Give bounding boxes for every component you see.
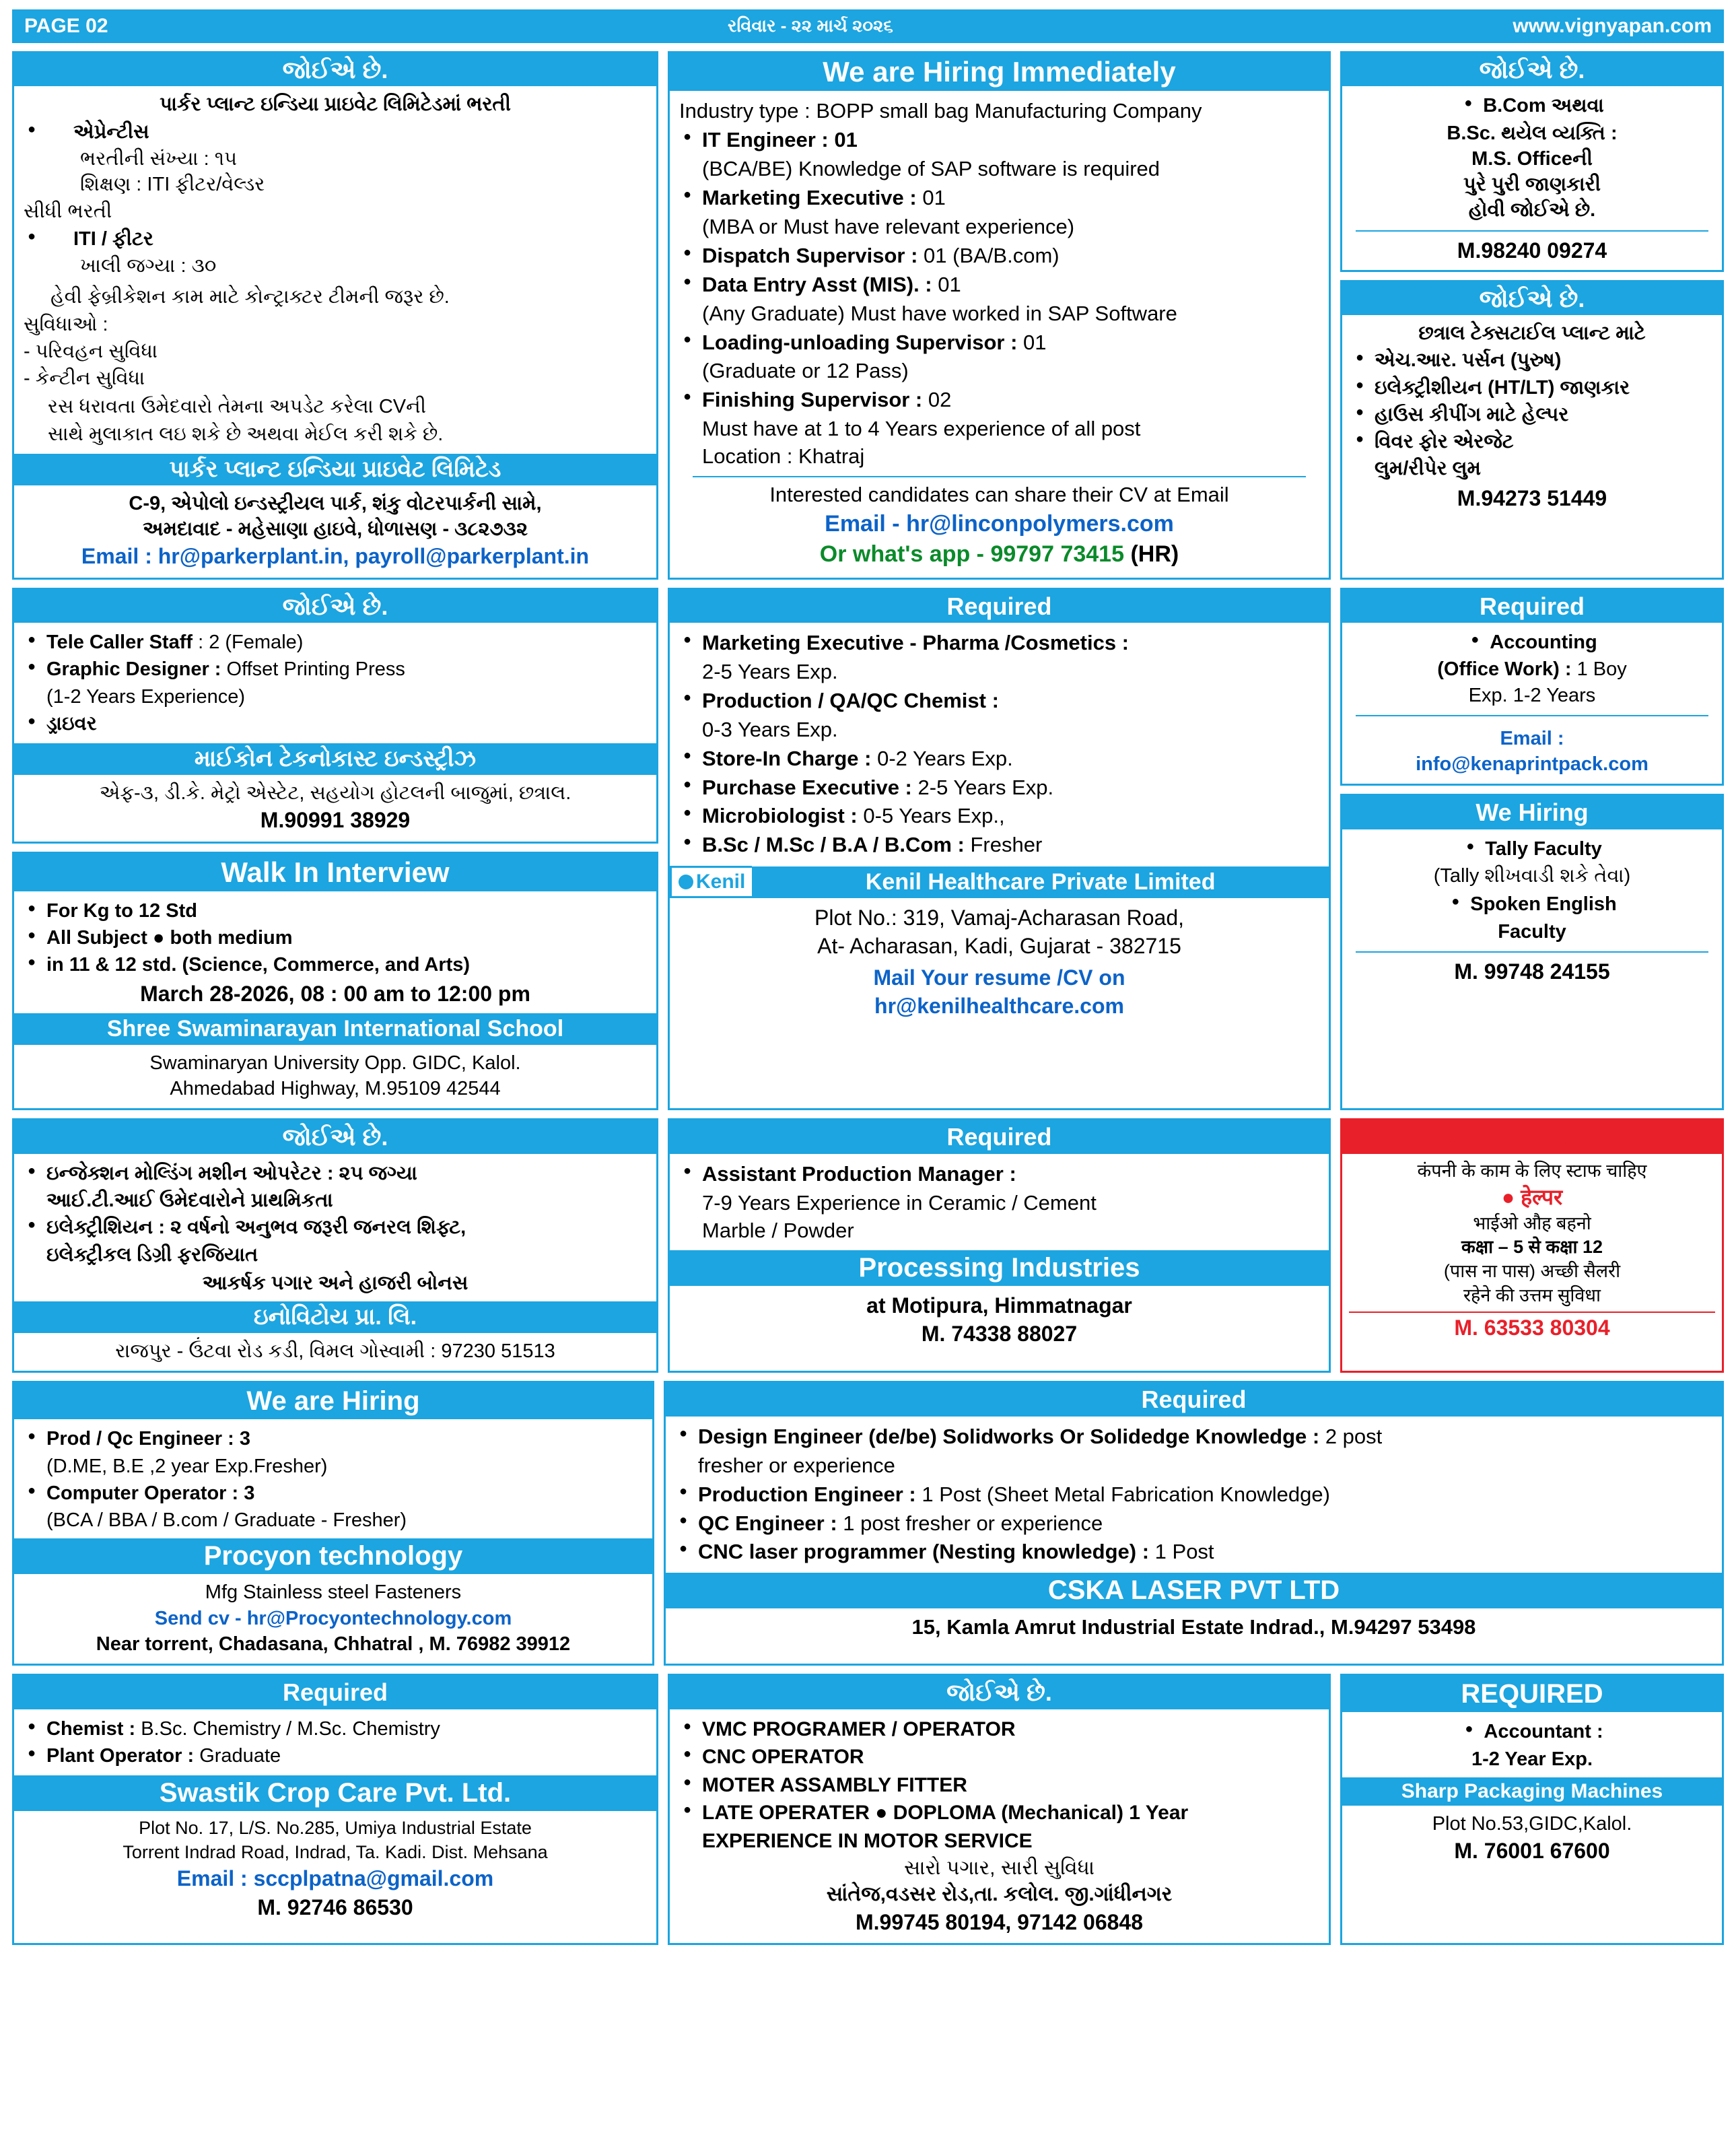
- lincon-job-1-sub: (BCA/BE) Knowledge of SAP software is required: [702, 157, 1160, 181]
- sharp-phone[interactable]: M. 76001 67600: [1454, 1839, 1610, 1864]
- inovitoy-address: રાજપુર - ઉંટવા રોડ કડી, વિમલ ગોસ્વામી : 97230 51513: [115, 1340, 555, 1363]
- cska-company-name: CSKA LASER PVT LTD: [666, 1573, 1722, 1608]
- parker-role1-education: શિક્ષણ : ITI ફીટર/વેલ્ડર: [80, 174, 265, 196]
- tally-role-1: ● Tally Faculty: [1462, 836, 1602, 862]
- tally-role-2-sub: Faculty: [1498, 920, 1566, 943]
- parker-facilities-title: સુવિધાઓ :: [24, 313, 108, 335]
- lincon-job-6: ● Finishing Supervisor : 02: [679, 386, 1319, 414]
- parker-facility-2: - કેન્ટીન સુવિધા: [24, 368, 145, 390]
- procyon-role-2-sub: (BCA / BBA / B.com / Graduate - Fresher): [46, 1509, 407, 1532]
- parker-address-1: C-9, એપોલો ઇન્ડસ્ટ્રીયલ પાર્ક, શંકુ વોટરપાર્કની સામે,: [129, 492, 542, 514]
- lincon-job-4: ● Data Entry Asst (MIS). : 01: [679, 271, 1319, 299]
- staff-line-3: कक्षा – 5 से कक्षा 12: [1461, 1237, 1603, 1258]
- column-left-3: [12, 1118, 658, 1373]
- tally-role-1-sub: (Tally શીખવાડી શકે તેવા): [1433, 864, 1631, 887]
- kena-experience: Exp. 1-2 Years: [1468, 684, 1596, 706]
- ad-processing-industries: [668, 1118, 1331, 1373]
- bcom-phone[interactable]: M.98240 09274: [1457, 238, 1607, 263]
- cska-address: 15, Kamla Amrut Industrial Estate Indrad., M.94297 53498: [911, 1615, 1476, 1639]
- bcom-line-3: M.S. Officeની: [1471, 147, 1593, 170]
- lincon-email[interactable]: Email - hr@linconpolymers.com: [825, 510, 1174, 537]
- processing-role-sub-1: 7-9 Years Experience in Ceramic / Cement: [702, 1190, 1097, 1215]
- vmc-item-4-sub: EXPERIENCE IN MOTOR SERVICE: [702, 1830, 1033, 1853]
- parker-role-1: ● એપ્રેન્ટીસ: [24, 119, 647, 145]
- ad-inovitoy: [12, 1118, 658, 1373]
- row-3: [12, 1118, 1724, 1373]
- chhatral-item-5: લુમ/રીપેર લુમ: [1375, 458, 1482, 480]
- parker-role-2: ● ITI / ફીટર: [24, 226, 647, 252]
- swastik-role-1: Chemist :: [46, 1717, 136, 1740]
- row-1: [12, 51, 1724, 580]
- procyon-email[interactable]: Send cv - hr@Procyontechnology.com: [154, 1607, 512, 1629]
- inovitoy-company-name: ઇનોવિટોય પ્રા. લિ.: [14, 1301, 656, 1333]
- ad-header: Required: [666, 1383, 1722, 1416]
- bcom-line-1: ● B.Com અથવા: [1460, 93, 1604, 118]
- inovitoy-role-2: ● ઇલેક્ટ્રીશિયન : ૨ વર્ષનો અનુભવ જરૂરી જનરલ શિફ્ટ,: [24, 1215, 647, 1240]
- walkin-item-1: ● For Kg to 12 Std: [24, 898, 647, 924]
- procyon-subtitle: Mfg Stainless steel Fasteners: [205, 1581, 462, 1604]
- vmc-item-1: ● VMC PROGRAMER / OPERATOR: [679, 1716, 1319, 1743]
- kenil-mail-label: Mail Your resume /CV on: [873, 965, 1125, 990]
- ad-swaminarayan-school: [12, 852, 658, 1111]
- walkin-item-2: ● All Subject ● both medium: [24, 925, 647, 951]
- ad-chhatral-textile: [1340, 280, 1724, 580]
- lincon-job-3: ● Dispatch Supervisor : 01 (BA/B.com): [679, 242, 1319, 270]
- micon-role-2-sub: (1-2 Years Experience): [46, 685, 245, 708]
- sharp-role: ● Accountant :: [1461, 1719, 1603, 1744]
- school-address-2: Ahmedabad Highway, M.95109 42544: [170, 1078, 501, 1100]
- processing-company-name: Processing Industries: [670, 1250, 1329, 1286]
- kenil-job-5: Microbiologist :: [702, 804, 858, 828]
- kenil-logo-icon: Kenil: [670, 866, 752, 898]
- cska-job-1: Design Engineer (de/be) Solidworks Or Solidedge Knowledge :: [697, 1424, 1320, 1448]
- ad-header: જોઈએ છે.: [1342, 282, 1722, 315]
- kena-role-2: (Office Work) :: [1437, 658, 1572, 681]
- parker-apply-2: સાથે મુલાકાત લઇ શકે છે અથવા મેઈલ કરી શકે છે.: [48, 423, 444, 445]
- procyon-role-1: Prod / Qc Engineer :: [46, 1428, 234, 1450]
- ad-kenil-healthcare: Required ● Marketing Executive - Pharma /Cosmetics : 2-5 Years Exp. ● Production / QA/QC Chemist : 0-3 Years Exp. ● Store-In Charge : 0-2 Years Exp. ● Purchase Executive : 2-5 Years Exp. ● Microbiologist : 0-5 Years Exp., ● B.Sc / M.Sc / B.A / B.Com : Fresher Kenil Kenil Healthcare Private Limited Plot No.: 319, Vamaj-Acharasan Road, At- Acharasan, Kadi, Gujarat - 382715 Mail Your resume /CV on hr@kenilhealthcare.com: [668, 588, 1331, 1111]
- ad-header: Staff Required: [1342, 1120, 1722, 1153]
- row-5: [12, 1674, 1724, 1945]
- staff-role: ● हेल्पर: [1501, 1185, 1563, 1210]
- procyon-company-name: Procyon technology: [14, 1538, 652, 1574]
- column-left-5: [12, 1674, 658, 1945]
- parker-email[interactable]: Email : hr@parkerplant.in, payroll@parkerplant.in: [81, 544, 590, 569]
- column-right-1: [1340, 51, 1724, 580]
- swastik-role-2: Plant Operator :: [46, 1744, 195, 1767]
- micon-address: એફ-૩, ડી.કે. મેટ્રો એસ્ટેટ, સહયોગ હોટલની બાજુમાં, છત્રાલ.: [99, 782, 571, 805]
- swastik-company-name: Swastik Crop Care Pvt. Ltd.: [14, 1775, 656, 1811]
- ad-micon-technocast: જોઈએ છે. ● Tele Caller Staff : 2 (Female) ● Graphic Designer : Offset Printing Press (1-2 Years Experience) ● ડ્રાઇવર માઈકોન ટેકનોકાસ્ટ ઇન્ડસ્ટ્રીઝ એફ-૩, ડી.કે. મેટ્રો એસ્ટેટ, સહયોગ હોટલની બાજુમાં, છત્રાલ. M.90991 38929: [12, 588, 658, 844]
- staff-line-1: कंपनी के काम के लिए स्टाफ चाहिए: [1417, 1160, 1647, 1181]
- lincon-job-5: ● Loading-unloading Supervisor : 01: [679, 329, 1319, 357]
- sharp-role-sub: 1-2 Year Exp.: [1471, 1748, 1593, 1770]
- ad-header: We are Hiring Immediately: [670, 53, 1329, 91]
- column-right-3: [1340, 1118, 1724, 1373]
- staff-line-5: रहेने की उत्तम सुविधा: [1463, 1285, 1601, 1305]
- ad-staff-required: [1340, 1118, 1724, 1373]
- kenil-job-6: B.Sc / M.Sc / B.A / B.Com :: [702, 833, 965, 857]
- ad-cska-laser: Required ● Design Engineer (de/be) Solidworks Or Solidedge Knowledge : 2 post fresher or experience ● Production Engineer : 1 Post (Sheet Metal Fabrication Knowledge) ● QC Engineer : 1 post fresher or experience ● CNC laser programmer (Nesting knowledge) : 1 Post CSKA LASER PVT LTD 15, Kamla Amrut Industrial Estate Indrad., M.94297 53498: [664, 1381, 1724, 1666]
- bcom-line-2: B.Sc. થયેલ વ્યક્તિ :: [1447, 122, 1618, 144]
- lincon-share-note: Interested candidates can share their CV at Email: [769, 483, 1229, 507]
- ad-procyon-technology: We are Hiring ● Prod / Qc Engineer : 3 (D.ME, B.E ,2 year Exp.Fresher) ● Computer Operator : 3 (BCA / BBA / B.com / Graduate - Fresher) Procyon technology Mfg Stainless steel Fasteners Send cv - hr@Procyontechnology.com Near torrent, Chadasana, Chhatral , M. 76982 39912: [12, 1381, 654, 1666]
- cska-job-1-sub: fresher or experience: [697, 1453, 895, 1477]
- parker-note: હેવી ફેબ્રીકેશન કામ માટે કોન્ટ્રાક્ટર ટીમની જરૂર છે.: [50, 286, 450, 308]
- procyon-address: Near torrent, Chadasana, Chhatral , M. 76982 39912: [96, 1633, 571, 1655]
- ad-swastik-crop-care: Required ● Chemist : B.Sc. Chemistry / M.Sc. Chemistry ● Plant Operator : Graduate Swastik Crop Care Pvt. Ltd. Plot No. 17, L/S. No.285, Umiya Industrial Estate Torrent Indrad Road, Indrad, Ta. Kadi. Dist. Mehsana Email : sccplpatna@gmail.com M. 92746 86530: [12, 1674, 658, 1945]
- ad-vmc-programmer: [668, 1674, 1331, 1945]
- column-left-2: [12, 588, 658, 1111]
- walkin-item-3: ● in 11 & 12 std. (Science, Commerce, and Arts): [24, 952, 647, 978]
- ad-header: Required: [1342, 590, 1722, 623]
- inovitoy-note: આકર્ષક પગાર અને હાજરી બોનસ: [202, 1272, 468, 1294]
- parker-role2-count: ખાલી જગ્યા : ૩૦: [80, 254, 217, 277]
- parker-address-2: અમદાવાદ - મહેસાણા હાઇવે, ધોળાસણ - ૩૮૨૭૩૨: [143, 518, 528, 541]
- tally-role-2: ● Spoken English: [1447, 891, 1617, 917]
- bcom-line-5: હોવી જોઈએ છે.: [1468, 199, 1596, 221]
- kenil-job-2-sub: 0-3 Years Exp.: [702, 717, 838, 741]
- micon-role-1: Tele Caller Staff: [46, 632, 193, 653]
- ad-parker-plant: [12, 51, 658, 580]
- column-mid-3: [668, 1118, 1331, 1373]
- staff-phone[interactable]: M. 63533 80304: [1349, 1311, 1715, 1340]
- ad-header: REQUIRED: [1342, 1676, 1722, 1712]
- swastik-address-1: Plot No. 17, L/S. No.285, Umiya Industrial Estate: [139, 1818, 532, 1839]
- parker-apply-1: રસ ધરાવતા ઉમેદવારો તેમના અપડેટ કરેલા CVની: [48, 396, 427, 418]
- processing-phone[interactable]: M. 74338 88027: [921, 1321, 1078, 1346]
- vmc-phone[interactable]: M.99745 80194, 97142 06848: [855, 1909, 1144, 1934]
- lincon-whatsapp-tag: (HR): [1130, 541, 1179, 567]
- vmc-note: સારો પગાર, સારી સુવિધા: [903, 1856, 1095, 1879]
- lincon-job-1: [679, 127, 1319, 154]
- swastik-phone[interactable]: M. 92746 86530: [257, 1895, 413, 1919]
- micon-company-name: માઈકોન ટેકનોકાસ્ટ ઇન્ડસ્ટ્રીઝ: [14, 743, 656, 775]
- parker-line1: પાર્કર પ્લાન્ટ ઇન્ડિયા પ્રાઇવેટ લિમિટેડમાં ભરતી: [160, 94, 511, 116]
- micon-phone[interactable]: M.90991 38929: [260, 808, 411, 833]
- staff-line-4: (पास ना पास) अच्छी सैलरी: [1443, 1260, 1621, 1281]
- ad-header: We are Hiring: [14, 1383, 652, 1419]
- chhatral-item-4: ● વિવર ફોર એરજેટ: [1352, 429, 1712, 454]
- column-mid-2: [668, 588, 1331, 1111]
- column-right-2: [1340, 588, 1724, 1111]
- cska-job-2: Production Engineer :: [697, 1482, 916, 1506]
- processing-role: ● Assistant Production Manager :: [679, 1161, 1319, 1188]
- ad-header: જોઈએ છે.: [670, 1676, 1329, 1709]
- chhatral-item-1: ● એચ.આર. પર્સન (પુરુષ): [1352, 347, 1712, 373]
- kenil-email[interactable]: hr@kenilhealthcare.com: [874, 993, 1124, 1018]
- kenil-company-name: Kenil Healthcare Private Limited: [752, 866, 1329, 898]
- ad-bcom-bsc: [1340, 51, 1724, 272]
- kenil-address-2: At- Acharasan, Kadi, Gujarat - 382715: [817, 934, 1181, 959]
- ad-header: We Hiring: [1342, 796, 1722, 829]
- ad-header: જોઈએ છે.: [14, 53, 656, 86]
- publication-date: રવિવાર - ૨૨ માર્ચ ૨૦૨૬: [728, 15, 893, 36]
- inovitoy-role-1: ● ઇન્જેક્શન મોલ્ડિંગ મશીન ઓપરેટર : ૨૫ જગ્યા: [24, 1161, 647, 1186]
- page-number: PAGE 02: [24, 15, 108, 37]
- kenil-job-2: Production / QA/QC Chemist :: [702, 688, 999, 712]
- swastik-address-2: Torrent Indrad Road, Indrad, Ta. Kadi. Dist. Mehsana: [123, 1841, 548, 1862]
- column-right-5: [1340, 1674, 1724, 1945]
- ad-header: જોઈએ છે.: [14, 590, 656, 623]
- lincon-job-2-sub: (MBA or Must have relevant experience): [702, 214, 1075, 238]
- ad-tally-faculty: [1340, 794, 1724, 1110]
- column-mid-4: [664, 1381, 1724, 1666]
- parker-company-name: પાર્કર પ્લાન્ટ ઇન્ડિયા પ્રાઇવેટ લિમિટેડ: [14, 454, 656, 485]
- staff-line-2: भाईओ औह बहनो: [1473, 1213, 1591, 1233]
- ad-header: જોઈએ છે.: [1342, 53, 1722, 86]
- row-2: [12, 588, 1724, 1111]
- school-name: Shree Swaminarayan International School: [14, 1013, 656, 1045]
- kena-email-label: Email :: [1500, 727, 1564, 749]
- column-mid-5: [668, 1674, 1331, 1945]
- micon-role-3: ● ડ્રાઇવર: [24, 711, 647, 737]
- ad-header: જોઈએ છે.: [14, 1120, 656, 1153]
- parker-facility-1: - પરિવહન સુવિધા: [24, 340, 158, 362]
- row-4: [12, 1381, 1724, 1666]
- lincon-whatsapp[interactable]: Or what's app - 99797 73415: [819, 541, 1124, 567]
- ad-header: Required: [14, 1676, 656, 1709]
- inovitoy-role-1-sub: આઈ.ટી.આઈ ઉમેદવારોને પ્રાથમિકતા: [46, 1190, 333, 1212]
- bcom-line-4: પુરે પુરી જાણકારી: [1463, 174, 1601, 196]
- chhatral-phone[interactable]: M.94273 51449: [1457, 485, 1607, 510]
- lincon-job-4-sub: (Any Graduate) Must have worked in SAP Software: [702, 301, 1177, 325]
- ad-header: Walk In Interview: [14, 854, 656, 891]
- swastik-email[interactable]: Email : sccplpatna@gmail.com: [176, 1866, 494, 1891]
- job-title: IT Engineer : 01: [702, 128, 858, 152]
- vmc-item-4: ● LATE OPERATER ● DOPLOMA (Mechanical) 1 Year: [679, 1800, 1319, 1827]
- walkin-date: March 28-2026, 08 : 00 am to 12:00 pm: [140, 981, 530, 1006]
- column-left-4: [12, 1381, 654, 1666]
- lincon-experience: Must have at 1 to 4 Years experience of all post: [702, 417, 1141, 441]
- micon-role-2: Graphic Designer :: [46, 658, 221, 681]
- lincon-job-2: ● Marketing Executive : 01: [679, 184, 1319, 212]
- kenil-job-4: Purchase Executive :: [702, 775, 912, 799]
- lincon-location: Location : Khatraj: [702, 444, 865, 469]
- website-url[interactable]: www.vignyapan.com: [1513, 15, 1712, 37]
- kenil-job-3: Store-In Charge :: [702, 746, 872, 770]
- sharp-company-name: Sharp Packaging Machines: [1342, 1777, 1722, 1806]
- ad-lincon-polymers: [668, 51, 1331, 580]
- kena-email[interactable]: info@kenaprintpack.com: [1416, 753, 1648, 776]
- parker-role1-count: ભરતીની સંખ્યા : ૧૫: [80, 147, 238, 170]
- school-address-1: Swaminaryan University Opp. GIDC, Kalol.: [149, 1052, 521, 1074]
- processing-role-sub-2: Marble / Powder: [702, 1218, 854, 1242]
- chhatral-line-1: છત્રાલ ટેક્સટાઈલ પ્લાન્ટ માટે: [1418, 322, 1646, 345]
- vmc-item-2: ● CNC OPERATOR: [679, 1744, 1319, 1771]
- kenil-job-1: Marketing Executive - Pharma /Cosmetics :: [702, 631, 1130, 654]
- kenil-address-1: Plot No.: 319, Vamaj-Acharasan Road,: [814, 906, 1185, 930]
- ad-header: Required: [670, 590, 1329, 623]
- cska-job-3: QC Engineer :: [697, 1511, 837, 1535]
- sharp-address: Plot No.53,GIDC,Kalol.: [1432, 1812, 1632, 1835]
- tally-phone[interactable]: M. 99748 24155: [1454, 959, 1610, 984]
- lincon-industry-type: Industry type : BOPP small bag Manufacturing Company: [679, 99, 1202, 123]
- kena-role-1: ● Accounting: [1467, 629, 1597, 655]
- vmc-address: સાંતેજ,વડસર રોડ,તા. કલોલ. જી.ગાંધીનગર: [826, 1883, 1173, 1906]
- kenil-job-1-sub: 2-5 Years Exp.: [702, 659, 838, 683]
- ad-kena-printpack: Required ● Accounting (Office Work) : 1 Boy Exp. 1-2 Years Email : info@kenaprintpack.com: [1340, 588, 1724, 786]
- vmc-item-3: ● MOTER ASSAMBLY FITTER: [679, 1772, 1319, 1799]
- chhatral-item-3: ● હાઉસ કીપીંગ માટે હેલ્પર: [1352, 402, 1712, 428]
- column-left-1: [12, 51, 658, 580]
- procyon-role-2: Computer Operator :: [46, 1482, 239, 1504]
- lincon-job-5-sub: (Graduate or 12 Pass): [702, 359, 909, 383]
- inovitoy-role-2-sub: ઇલેક્ટ્રીકલ ડિગ્રી ફરજિયાત: [46, 1243, 258, 1266]
- column-mid-1: [668, 51, 1331, 580]
- cska-job-4: CNC laser programmer (Nesting knowledge) :: [697, 1540, 1150, 1564]
- ad-header: Required: [670, 1120, 1329, 1153]
- chhatral-item-2: ● ઇલેક્ટ્રીશીયન (HT/LT) જાણકાર: [1352, 375, 1712, 401]
- processing-address: at Motipura, Himmatnagar: [866, 1293, 1132, 1318]
- masthead: [12, 9, 1724, 43]
- parker-direct-hire: સીધી ભરતી: [24, 201, 112, 223]
- procyon-role-1-sub: (D.ME, B.E ,2 year Exp.Fresher): [46, 1455, 328, 1477]
- ad-sharp-packaging: [1340, 1674, 1724, 1945]
